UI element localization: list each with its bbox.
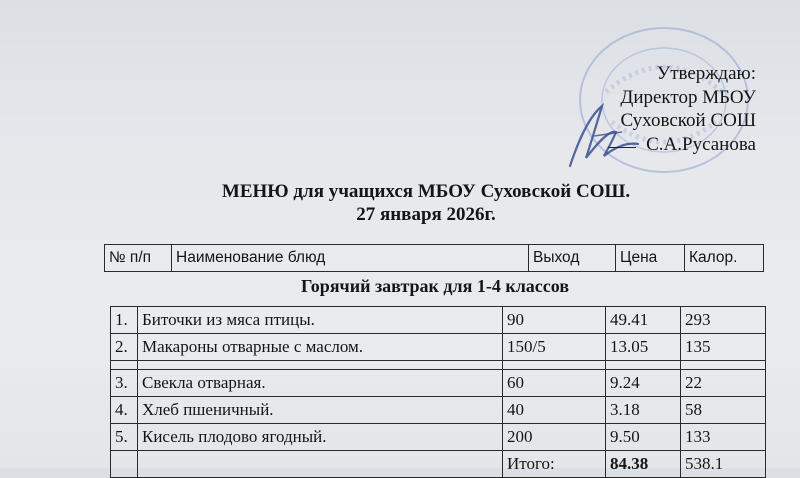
section-title-breakfast-1-4: Горячий завтрак для 1-4 классов — [300, 276, 570, 296]
row-num: 3. — [111, 370, 138, 397]
header-num: № п/п — [105, 245, 172, 272]
row-price: 9.24 — [606, 370, 681, 397]
row-calories: 133 — [681, 424, 766, 451]
table-row — [111, 307, 766, 334]
row-calories: 22 — [681, 370, 766, 397]
breakfast-menu-table — [110, 306, 766, 478]
row-price: 9.50 — [606, 424, 681, 451]
row-output: 90 — [503, 307, 606, 334]
row-calories: 135 — [681, 334, 766, 361]
table-row — [111, 334, 766, 361]
approval-block — [608, 62, 756, 156]
header-name: Наименование блюд — [172, 245, 529, 272]
menu-date: 27 января 2026г. — [356, 204, 496, 225]
row-dish-name: Кисель плодово ягодный. — [138, 424, 503, 451]
director-name: С.А.Русанова — [646, 133, 756, 155]
row-calories: 58 — [681, 397, 766, 424]
approval-line-director: Директор МБОУ — [620, 86, 756, 108]
header-price: Цена — [616, 245, 685, 272]
table-row-empty — [111, 361, 766, 370]
row-num: 1. — [111, 307, 138, 334]
row-num: 5. — [111, 424, 138, 451]
total-calories: 538.1 — [681, 451, 766, 478]
row-output: 40 — [503, 397, 606, 424]
row-output: 150/5 — [503, 334, 606, 361]
approval-line-school: Суховской СОШ — [620, 110, 756, 131]
header-output: Выход — [529, 245, 616, 272]
row-price: 13.05 — [606, 334, 681, 361]
approval-line-name — [608, 133, 756, 157]
total-row — [111, 451, 766, 478]
table-row — [111, 370, 766, 397]
row-calories: 293 — [681, 307, 766, 334]
menu-header-table — [104, 244, 764, 272]
table-row — [111, 397, 766, 424]
approval-line-approve: Утверждаю: — [656, 63, 756, 84]
row-dish-name: Биточки из мяса птицы. — [138, 307, 503, 334]
row-price: 49.41 — [606, 307, 681, 334]
menu-title: МЕНЮ для учащихся МБОУ Суховской СОШ. — [221, 181, 631, 202]
row-num: 4. — [111, 397, 138, 424]
row-output: 200 — [503, 424, 606, 451]
row-dish-name: Хлеб пшеничный. — [138, 397, 503, 424]
total-label: Итого: — [503, 451, 606, 478]
signature-line — [608, 147, 636, 148]
row-num: 2. — [111, 334, 138, 361]
row-price: 3.18 — [606, 397, 681, 424]
header-calories: Калор. — [685, 245, 764, 272]
header-row — [105, 245, 764, 272]
table-row — [111, 424, 766, 451]
row-dish-name: Макароны отварные с маслом. — [138, 334, 503, 361]
total-price: 84.38 — [606, 451, 681, 478]
row-output: 60 — [503, 370, 606, 397]
row-dish-name: Свекла отварная. — [138, 370, 503, 397]
